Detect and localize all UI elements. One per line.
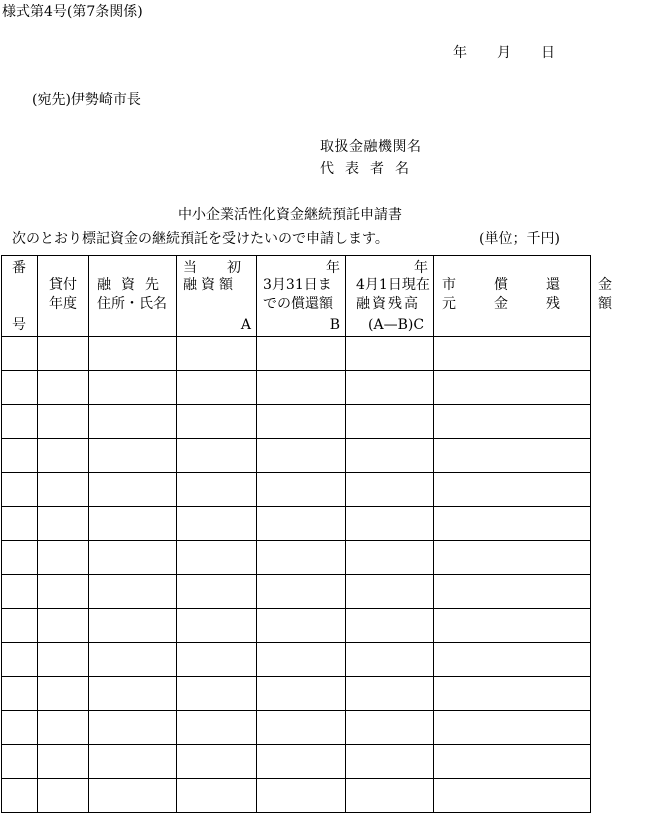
- cell-city-principal[interactable]: [434, 779, 591, 813]
- table-row: [2, 371, 591, 405]
- cell-loan-year[interactable]: [38, 507, 89, 541]
- cell-initial-amount[interactable]: [177, 541, 257, 575]
- cell-number[interactable]: [2, 371, 38, 405]
- header-loan-year: [38, 256, 89, 337]
- cell-number[interactable]: [2, 643, 38, 677]
- cell-initial-amount[interactable]: [177, 473, 257, 507]
- cell-number[interactable]: [2, 507, 38, 541]
- cell-loan-year[interactable]: [38, 575, 89, 609]
- cell-balance[interactable]: [346, 643, 434, 677]
- cell-borrower[interactable]: [89, 405, 177, 439]
- header-borrower-line2: 住所・氏名: [97, 296, 167, 312]
- cell-borrower[interactable]: [89, 541, 177, 575]
- cell-repaid-amount[interactable]: [257, 575, 346, 609]
- header-borrower-line1: 融資先: [97, 277, 169, 293]
- header-initial-line3: A: [240, 317, 251, 333]
- table-header-row: [2, 256, 591, 337]
- cell-city-principal[interactable]: [434, 439, 591, 473]
- cell-loan-year[interactable]: [38, 677, 89, 711]
- cell-loan-year[interactable]: [38, 711, 89, 745]
- table-row: [2, 643, 591, 677]
- table-row: [2, 405, 591, 439]
- cell-repaid-amount[interactable]: [257, 439, 346, 473]
- table-row: [2, 439, 591, 473]
- cell-number[interactable]: [2, 745, 38, 779]
- cell-repaid-amount[interactable]: [257, 337, 346, 371]
- cell-city-principal[interactable]: [434, 473, 591, 507]
- cell-initial-amount[interactable]: [177, 609, 257, 643]
- date-day-label: 日: [541, 45, 555, 61]
- cell-initial-amount[interactable]: [177, 337, 257, 371]
- cell-balance[interactable]: [346, 439, 434, 473]
- cell-balance[interactable]: [346, 609, 434, 643]
- cell-initial-amount[interactable]: [177, 643, 257, 677]
- table-row: [2, 337, 591, 371]
- header-balance-line3: 融資残高: [356, 296, 420, 312]
- cell-borrower[interactable]: [89, 609, 177, 643]
- header-balance: [346, 256, 434, 337]
- cell-city-principal[interactable]: [434, 541, 591, 575]
- cell-city-principal[interactable]: [434, 643, 591, 677]
- cell-city-principal[interactable]: [434, 575, 591, 609]
- table-row: [2, 507, 591, 541]
- header-balance-line2: 4月1日現在: [356, 277, 430, 293]
- cell-initial-amount[interactable]: [177, 745, 257, 779]
- header-repaid-line2: 3月31日ま: [263, 277, 332, 293]
- cell-repaid-amount[interactable]: [257, 371, 346, 405]
- form-number: 様式第4号(第7条関係): [2, 4, 143, 20]
- cell-repaid-amount[interactable]: [257, 745, 346, 779]
- cell-number[interactable]: [2, 711, 38, 745]
- cell-city-principal[interactable]: [434, 745, 591, 779]
- table-row: [2, 541, 591, 575]
- intro-text: 次のとおり標記資金の継続預託を受けたいので申請します。: [12, 231, 389, 247]
- cell-number[interactable]: [2, 677, 38, 711]
- cell-initial-amount[interactable]: [177, 439, 257, 473]
- cell-borrower[interactable]: [89, 473, 177, 507]
- cell-balance[interactable]: [346, 745, 434, 779]
- header-balance-line4: (A—B)C: [368, 317, 425, 333]
- cell-loan-year[interactable]: [38, 779, 89, 813]
- cell-city-principal[interactable]: [434, 371, 591, 405]
- cell-city-principal[interactable]: [434, 337, 591, 371]
- cell-balance[interactable]: [346, 507, 434, 541]
- cell-balance[interactable]: [346, 541, 434, 575]
- cell-borrower[interactable]: [89, 745, 177, 779]
- cell-repaid-amount[interactable]: [257, 405, 346, 439]
- cell-repaid-amount[interactable]: [257, 677, 346, 711]
- header-city-line1: 市償還金: [442, 277, 650, 293]
- cell-loan-year[interactable]: [38, 371, 89, 405]
- cell-initial-amount[interactable]: [177, 711, 257, 745]
- table-row: [2, 745, 591, 779]
- header-loan-year-line2: 年度: [49, 296, 77, 312]
- cell-borrower[interactable]: [89, 711, 177, 745]
- cell-repaid-amount[interactable]: [257, 507, 346, 541]
- cell-initial-amount[interactable]: [177, 779, 257, 813]
- table-row: [2, 575, 591, 609]
- cell-loan-year[interactable]: [38, 643, 89, 677]
- header-borrower: [89, 256, 177, 337]
- cell-city-principal[interactable]: [434, 405, 591, 439]
- cell-loan-year[interactable]: [38, 473, 89, 507]
- table-row: [2, 609, 591, 643]
- header-number: [2, 256, 38, 337]
- cell-loan-year[interactable]: [38, 609, 89, 643]
- cell-number[interactable]: [2, 439, 38, 473]
- cell-initial-amount[interactable]: [177, 575, 257, 609]
- header-initial-line1: 当初: [183, 260, 271, 276]
- cell-initial-amount[interactable]: [177, 507, 257, 541]
- addressee: (宛先)伊勢崎市長: [32, 92, 141, 108]
- cell-balance[interactable]: [346, 405, 434, 439]
- cell-borrower[interactable]: [89, 507, 177, 541]
- cell-number[interactable]: [2, 337, 38, 371]
- header-repaid-amount: [257, 256, 346, 337]
- cell-borrower[interactable]: [89, 337, 177, 371]
- cell-initial-amount[interactable]: [177, 371, 257, 405]
- table-row: [2, 711, 591, 745]
- document-title: 中小企業活性化資金継続預託申請書: [178, 207, 402, 223]
- cell-number[interactable]: [2, 405, 38, 439]
- header-balance-line1: 年: [414, 260, 428, 276]
- cell-loan-year[interactable]: [38, 745, 89, 779]
- unit-label: (単位；千円): [479, 231, 560, 247]
- cell-balance[interactable]: [346, 337, 434, 371]
- cell-repaid-amount[interactable]: [257, 711, 346, 745]
- cell-loan-year[interactable]: [38, 541, 89, 575]
- table-row: [2, 779, 591, 813]
- cell-number[interactable]: [2, 779, 38, 813]
- header-city-principal: [434, 256, 650, 337]
- cell-repaid-amount[interactable]: [257, 609, 346, 643]
- header-initial-line2: 融資額: [183, 277, 237, 293]
- cell-repaid-amount[interactable]: [257, 779, 346, 813]
- cell-balance[interactable]: [346, 677, 434, 711]
- cell-city-principal[interactable]: [434, 609, 591, 643]
- cell-borrower[interactable]: [89, 643, 177, 677]
- cell-loan-year[interactable]: [38, 405, 89, 439]
- cell-balance[interactable]: [346, 779, 434, 813]
- header-repaid-line4: B: [329, 317, 340, 333]
- table-row: [2, 677, 591, 711]
- cell-balance[interactable]: [346, 371, 434, 405]
- cell-city-principal[interactable]: [434, 507, 591, 541]
- header-number-top: 番: [12, 260, 26, 276]
- cell-city-principal[interactable]: [434, 711, 591, 745]
- cell-number[interactable]: [2, 473, 38, 507]
- cell-initial-amount[interactable]: [177, 405, 257, 439]
- cell-borrower[interactable]: [89, 575, 177, 609]
- cell-borrower[interactable]: [89, 677, 177, 711]
- header-repaid-line3: での償還額: [263, 296, 333, 312]
- cell-number[interactable]: [2, 541, 38, 575]
- cell-borrower[interactable]: [89, 371, 177, 405]
- cell-initial-amount[interactable]: [177, 677, 257, 711]
- cell-borrower[interactable]: [89, 779, 177, 813]
- header-loan-year-line1: 貸付: [49, 277, 77, 293]
- cell-repaid-amount[interactable]: [257, 473, 346, 507]
- representative-label: 代表者名: [320, 161, 420, 177]
- cell-number[interactable]: [2, 575, 38, 609]
- cell-balance[interactable]: [346, 711, 434, 745]
- cell-number[interactable]: [2, 609, 38, 643]
- date-year-label: 年: [453, 45, 467, 61]
- loan-ledger-table: [1, 255, 650, 813]
- table-row: [2, 473, 591, 507]
- header-repaid-line1: 年: [326, 260, 340, 276]
- cell-repaid-amount[interactable]: [257, 643, 346, 677]
- cell-repaid-amount[interactable]: [257, 541, 346, 575]
- header-number-bottom: 号: [12, 317, 26, 333]
- cell-borrower[interactable]: [89, 439, 177, 473]
- date-month-label: 月: [497, 45, 511, 61]
- cell-loan-year[interactable]: [38, 439, 89, 473]
- institution-label: 取扱金融機関名: [320, 139, 422, 155]
- header-city-line2: 元金残額: [442, 296, 650, 312]
- header-initial-amount: [177, 256, 271, 337]
- cell-city-principal[interactable]: [434, 677, 591, 711]
- cell-balance[interactable]: [346, 575, 434, 609]
- cell-loan-year[interactable]: [38, 337, 89, 371]
- cell-balance[interactable]: [346, 473, 434, 507]
